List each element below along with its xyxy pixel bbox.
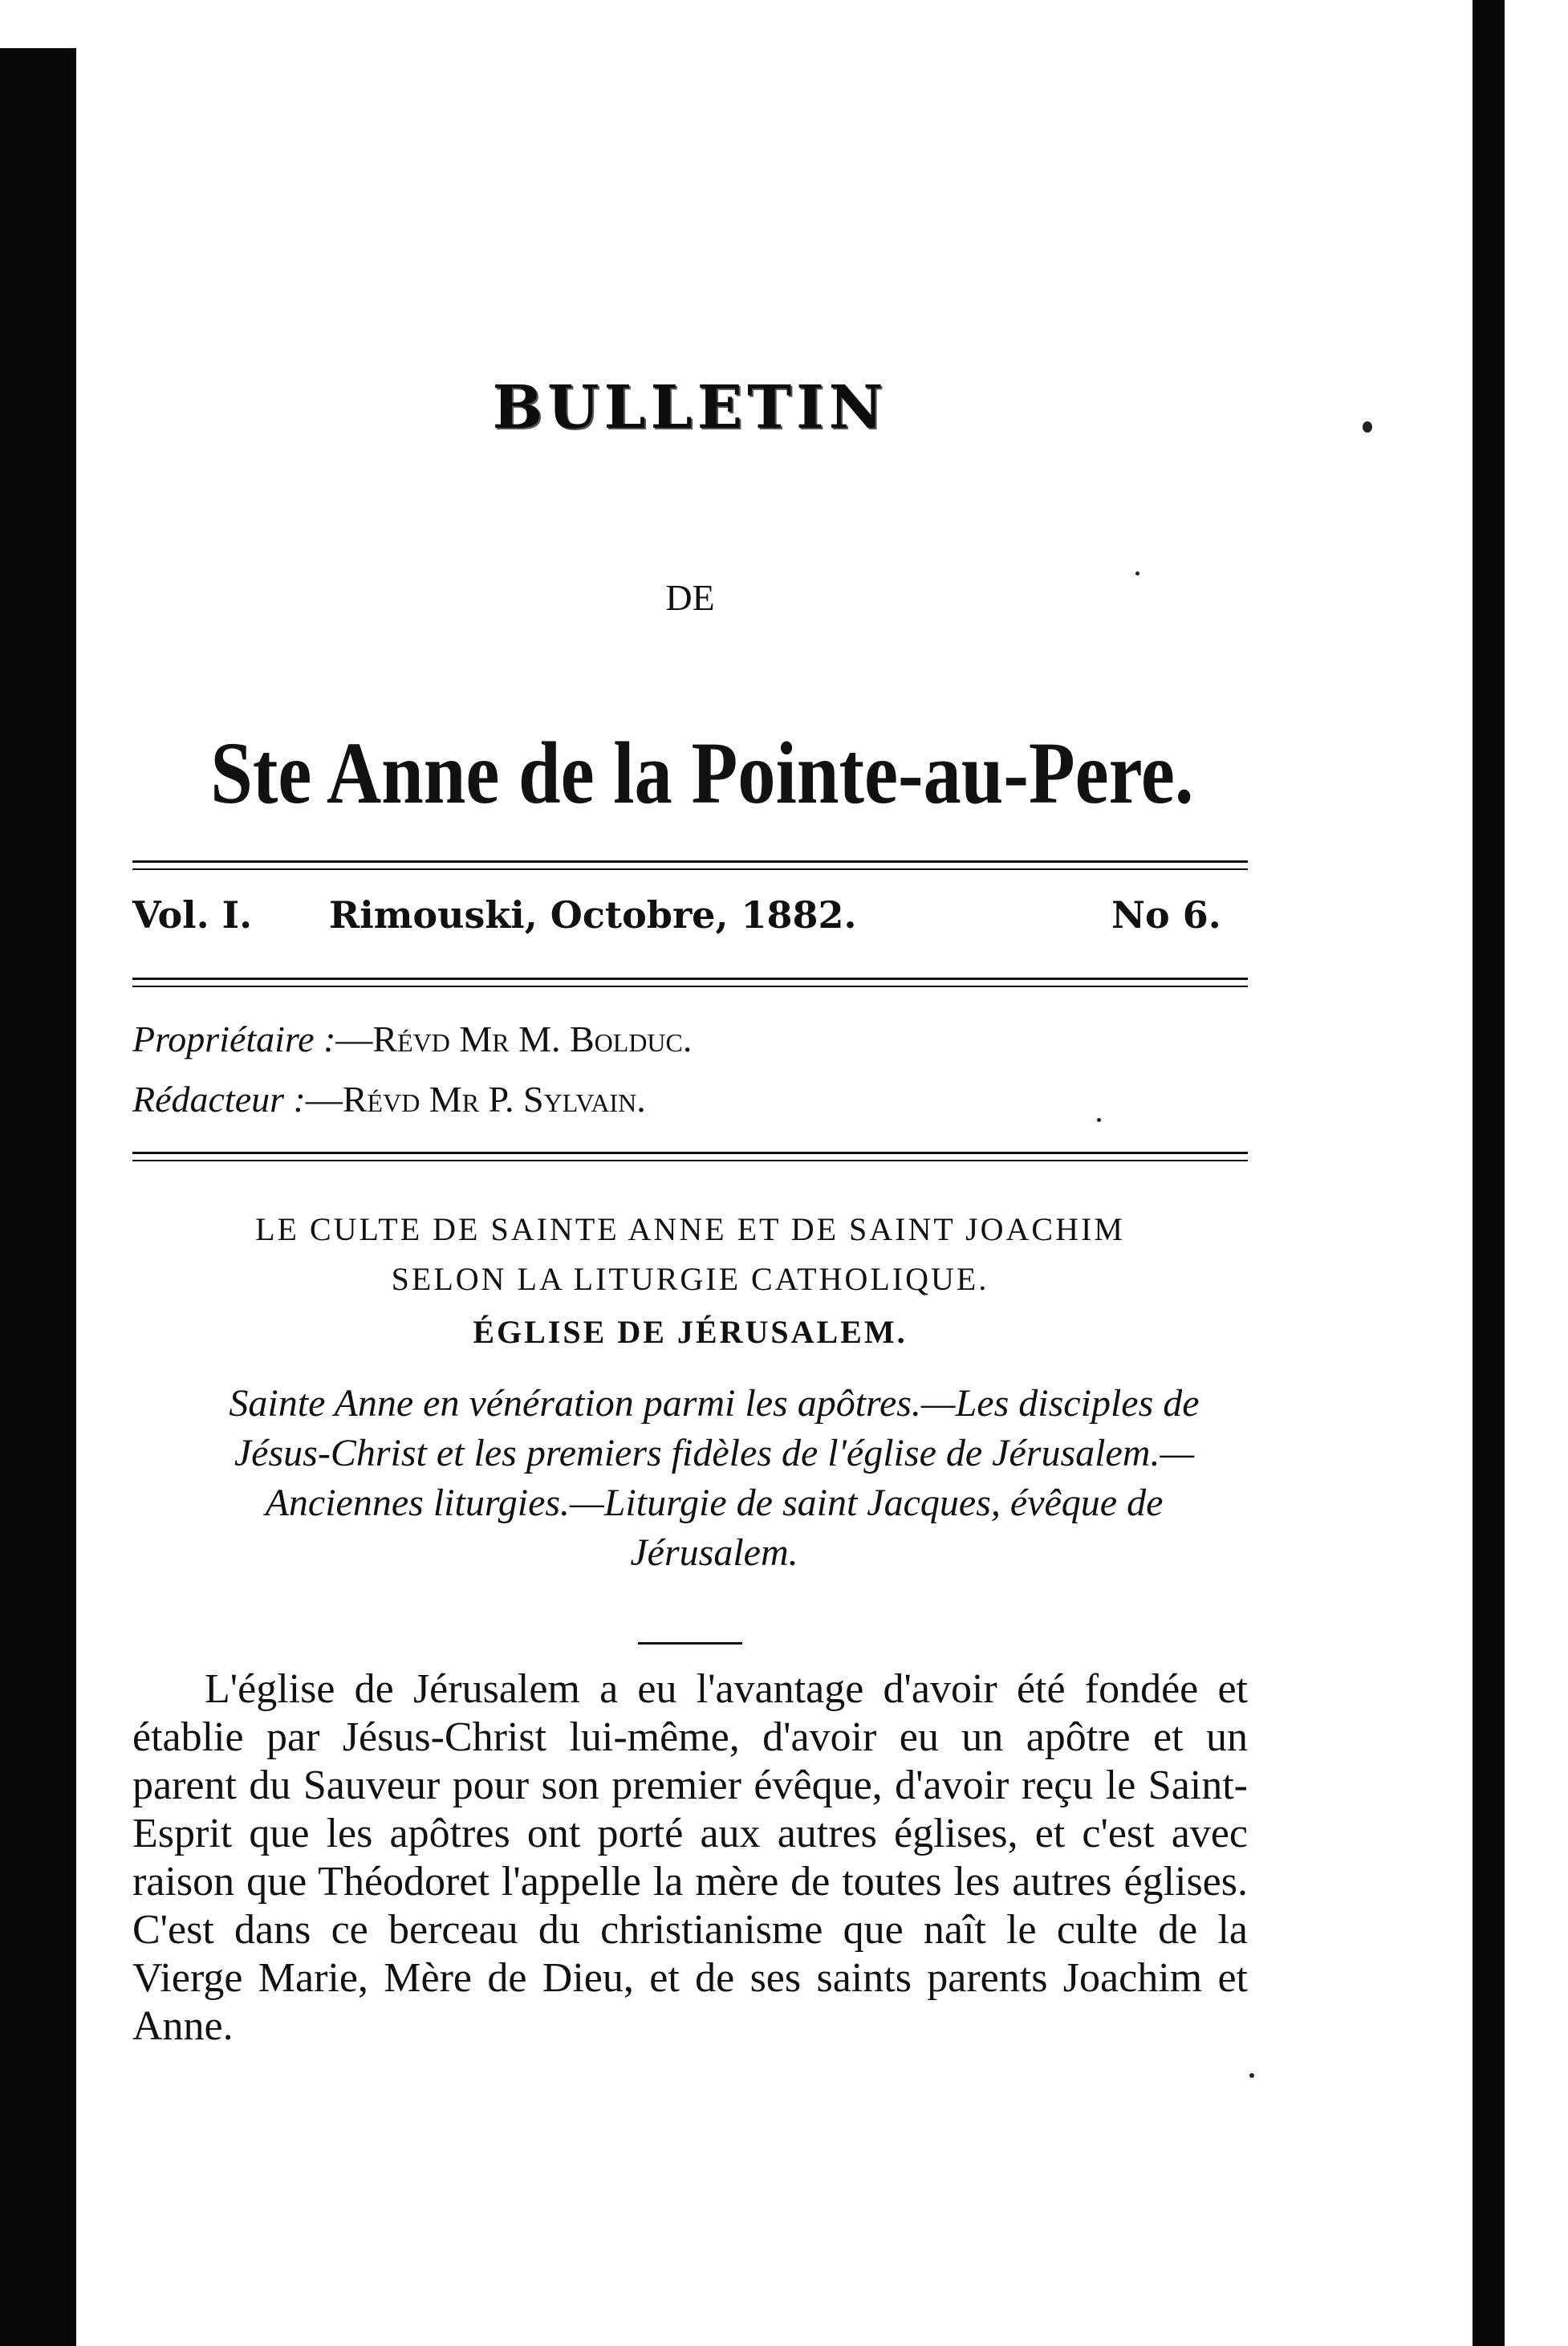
- rule: [132, 1152, 1248, 1154]
- rule: [132, 1160, 1248, 1161]
- document-page: [132, 0, 1248, 2346]
- section-subheading: ÉGLISE DE JÉRUSALEM.: [473, 1314, 908, 1350]
- short-rule: [638, 1642, 742, 1645]
- scan-border-left: [0, 48, 76, 2346]
- place-date: Rimouski, Octobre, 1882.: [329, 893, 857, 937]
- editor-line: [132, 1078, 646, 1120]
- scan-speck: [1363, 421, 1372, 433]
- owner-name: —Révd Mr M. Bolduc.: [335, 1018, 693, 1059]
- scan-speck: [1249, 2073, 1254, 2078]
- rule: [132, 978, 1248, 980]
- body-paragraph: L'église de Jérusalem a eu l'avantage d'avoir été fondée et établie par Jésus-Christ lui-même, d'avoir eu un apôtre et un parent du Sauveur pour son premier évêque, d'avoir reçu le Saint-Esprit que les apôtres ont porté aux autres églises, et c'est avec raison que Théodoret l'appelle la mère de toutes les autres églises. C'est dans ce berceau du christianisme que naît le culte de la Vierge Marie, Mère de Dieu, et de ses saints parents Joachim et Anne.: [132, 1666, 1248, 2049]
- editor-name: —Révd Mr P. Sylvain.: [305, 1079, 646, 1120]
- rule: [132, 986, 1248, 987]
- publication-title: Ste Anne de la Pointe-au-Pere.: [210, 724, 1194, 822]
- owner-line: [132, 1018, 692, 1060]
- masthead: BULLETIN: [492, 373, 888, 442]
- rule: [132, 860, 1248, 863]
- article-summary: Sainte Anne en vénération parmi les apôtres.—Les disciples de Jésus-Christ et les premiers fidèles de l'église de Jérusalem.—Anciennes liturgies.—Liturgie de saint Jacques, évêque de Jérusalem.: [229, 1382, 1200, 1574]
- volume-number: Vol. I.: [132, 893, 253, 937]
- issue-number: No 6.: [1111, 893, 1221, 937]
- scan-border-right: [1473, 0, 1505, 2346]
- owner-label: Propriétaire :: [132, 1018, 336, 1059]
- rule: [132, 868, 1248, 870]
- article-body: [132, 1665, 1248, 2051]
- title-connector: DE: [665, 577, 715, 618]
- section-heading-line: LE CULTE DE SAINTE ANNE ET DE SAINT JOACHIM: [255, 1211, 1125, 1247]
- editor-label: Rédacteur :: [132, 1079, 306, 1120]
- section-heading-line: SELON LA LITURGIE CATHOLIQUE.: [391, 1261, 989, 1297]
